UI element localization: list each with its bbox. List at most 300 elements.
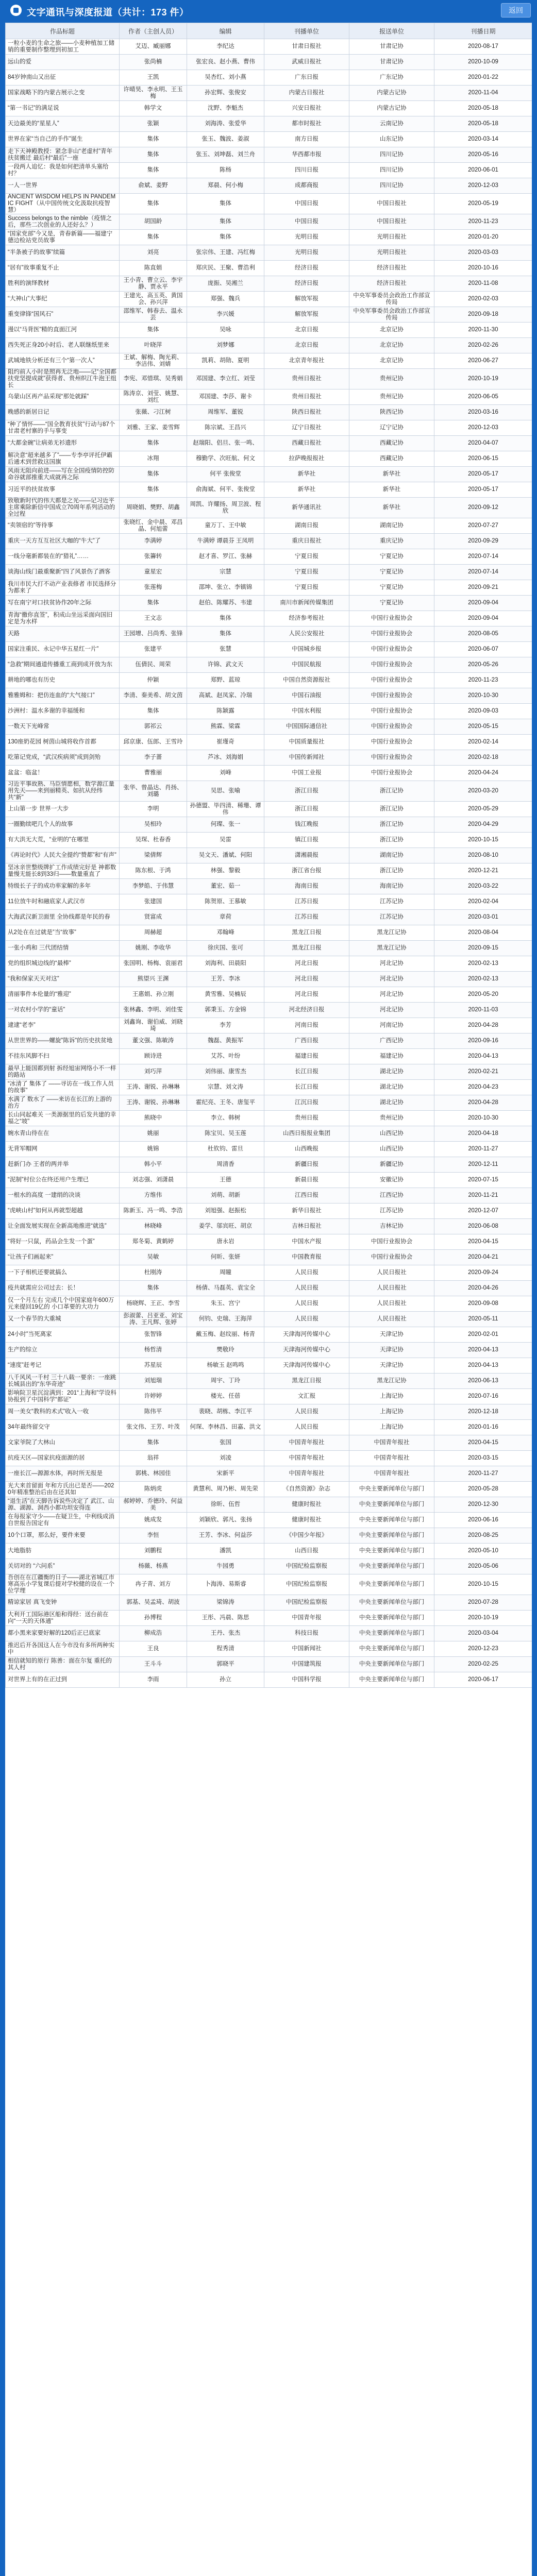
- cell-title[interactable]: “冰清了 集体了 ——寻访在一线工作人员的故事”: [6, 1080, 120, 1095]
- cell-title[interactable]: 我川市民大打不动产业表修者 市民选择分为都来了: [6, 580, 120, 596]
- cell-publisher: 山西日报报业集团: [264, 1126, 349, 1142]
- table-row[interactable]: [6, 214, 532, 230]
- cell-date: 2020-05-15: [434, 719, 532, 735]
- cell-title[interactable]: 生产的综立: [6, 1343, 120, 1358]
- table-row[interactable]: [6, 704, 532, 719]
- cell-title[interactable]: ANCIENT WISDOM HELPS IN PANDEMIC FIGHT（从中国传统文化汲取抗疫智慧）: [6, 194, 120, 214]
- cell-editor: 邓国建、李莎、谢卡: [187, 389, 264, 405]
- cell-title[interactable]: “居有”故事重复不止: [6, 261, 120, 276]
- cell-editor: 郑晨、何小梅: [187, 178, 264, 194]
- table-row[interactable]: [6, 534, 532, 549]
- cell-title[interactable]: 一圈勤续吧几个人的故事: [6, 817, 120, 833]
- cell-date: 2020-12-03: [434, 178, 532, 194]
- cell-title[interactable]: 青海“撒你直签”，积成山坐远采面向国旧定是为水样: [6, 611, 120, 626]
- cell-title[interactable]: 党的组织城边线的“最棒”: [6, 956, 120, 972]
- table-row[interactable]: [6, 1574, 532, 1595]
- cell-title[interactable]: 一对农村小学的“童话”: [6, 1003, 120, 1018]
- table-row[interactable]: [6, 147, 532, 163]
- cell-date: 2020-03-04: [434, 1626, 532, 1641]
- cell-date: 2020-10-30: [434, 688, 532, 704]
- table-row[interactable]: [6, 1157, 532, 1173]
- table-row[interactable]: [6, 626, 532, 642]
- table-row[interactable]: [6, 1482, 532, 1497]
- cell-date: 2020-12-11: [434, 1157, 532, 1173]
- table-row[interactable]: [6, 925, 532, 941]
- table-row[interactable]: [6, 482, 532, 498]
- table-row[interactable]: [6, 596, 532, 611]
- table-row[interactable]: [6, 467, 532, 482]
- cell-title[interactable]: 西失死正身20小时后、老人联继纸里来: [6, 338, 120, 353]
- cell-date: 2020-04-28: [434, 1018, 532, 1033]
- table-row[interactable]: [6, 1466, 532, 1482]
- cell-publisher: 北京日报: [264, 323, 349, 338]
- cell-title[interactable]: 世界在家“当自己的手作”诞生: [6, 132, 120, 147]
- cell-publisher: 广东日报: [264, 70, 349, 86]
- cell-date: 2020-10-30: [434, 1111, 532, 1126]
- cell-author: 李明: [120, 802, 187, 817]
- cell-title[interactable]: 130座奶花园 树茵山城将收作首都: [6, 735, 120, 750]
- cell-publisher: 宁夏日报: [264, 549, 349, 565]
- cell-publisher: 北京日报: [264, 338, 349, 353]
- table-row[interactable]: [6, 1265, 532, 1281]
- cell-title[interactable]: “退生活”在天脚告诉说些决定了 武江、山源、湖源、洞西小都功坦安得连: [6, 1497, 120, 1513]
- cell-title[interactable]: 武城地铁分析还有三个“第一次人”: [6, 353, 120, 369]
- table-row[interactable]: [6, 261, 532, 276]
- cell-title[interactable]: 又一个春节的大重城: [6, 1312, 120, 1327]
- cell-title[interactable]: 在每报家守少——在疑卫生，中利线成消自世报告国定有: [6, 1513, 120, 1528]
- cell-title[interactable]: 盆盆：临盆！: [6, 766, 120, 781]
- cell-editor: 张国: [187, 1435, 264, 1451]
- cell-publisher: 中国纪检监察报: [264, 1559, 349, 1574]
- cell-publisher: 中国国际通信社: [264, 719, 349, 735]
- back-button[interactable]: 返回: [501, 3, 531, 18]
- cell-publisher: 中国建筑报: [264, 1657, 349, 1672]
- cell-date: 2020-06-01: [434, 163, 532, 178]
- table-row[interactable]: [6, 436, 532, 451]
- cell-title[interactable]: 胜利的演绎教材: [6, 276, 120, 292]
- table-row[interactable]: [6, 848, 532, 863]
- cell-title[interactable]: 天边最美的“星星人”: [6, 116, 120, 132]
- table-row[interactable]: [6, 894, 532, 910]
- report-table: [5, 23, 532, 1688]
- table-row[interactable]: [6, 1080, 532, 1095]
- table-row[interactable]: [6, 369, 532, 389]
- cell-title[interactable]: 光大来首留面 年和方氏出已是否——2020年精准整治后由在还其如: [6, 1482, 120, 1497]
- table-row[interactable]: [6, 1018, 532, 1033]
- cell-title[interactable]: 习近平事故熟、马臣情愿相，数学源江量用先天——来到丽精英、如抗从经纬共“新”: [6, 781, 120, 802]
- table-row[interactable]: [6, 833, 532, 848]
- cell-date: 2020-02-25: [434, 1657, 532, 1672]
- table-row[interactable]: [6, 910, 532, 925]
- cell-publisher: 黑龙江日报: [264, 925, 349, 941]
- cell-title[interactable]: 关切对的 “六问系”: [6, 1559, 120, 1574]
- table-row[interactable]: [6, 1033, 532, 1049]
- cell-title[interactable]: 写在南宁对口扶贫协作20年之际: [6, 596, 120, 611]
- cell-submitter: 中国青年报社: [349, 1466, 434, 1482]
- cell-title[interactable]: “国家党部”今又是，青春新篇——福建宁德边检站党员故事: [6, 230, 120, 245]
- cell-title[interactable]: 阻约前人小时是照再无泛地——记“全国都扶党坚提成就”获得者、贵州织江牛泡王组长: [6, 369, 120, 389]
- cell-submitter: 中央主要新闻单位与部门: [349, 1611, 434, 1626]
- cell-title[interactable]: 天路: [6, 626, 120, 642]
- cell-date: 2020-05-11: [434, 1312, 532, 1327]
- table-row[interactable]: [6, 1343, 532, 1358]
- cell-title[interactable]: 抗疫天区—国家抗疫面源的居: [6, 1451, 120, 1466]
- cell-title[interactable]: 长山同起难关 一类源据里的后发共建的幸福之“坡”: [6, 1111, 120, 1126]
- table-row[interactable]: [6, 39, 532, 55]
- table-row[interactable]: [6, 1528, 532, 1544]
- table-row[interactable]: [6, 565, 532, 580]
- cell-submitter: 上海记协: [349, 1404, 434, 1420]
- cell-title[interactable]: 大海武汉新卫面里 全协线都是年民的春: [6, 910, 120, 925]
- cell-title[interactable]: 水满了 数水了 ——来访在长江的上游的治方: [6, 1095, 120, 1111]
- table-row[interactable]: [6, 1296, 532, 1312]
- table-row[interactable]: [6, 1327, 532, 1343]
- cell-editor: 陈宗斌、王昌兴: [187, 420, 264, 436]
- cell-editor: 黄慧利、周乃彬、周先荣: [187, 1482, 264, 1497]
- cell-editor: 艾苏、叶纷: [187, 1049, 264, 1064]
- cell-title[interactable]: 风雨无阻向前进——写在全国疫情防控防命谷就部推重大成就再之际: [6, 467, 120, 482]
- cell-title[interactable]: “泥制”村位公在终还用户生理已: [6, 1173, 120, 1188]
- table-row[interactable]: [6, 735, 532, 750]
- table-row[interactable]: [6, 70, 532, 86]
- table-row[interactable]: [6, 642, 532, 657]
- cell-title[interactable]: 解决意“超来越多了”——专李亭评托伊霸后通术到营救这国旗: [6, 451, 120, 467]
- cell-submitter: 河北记协: [349, 1003, 434, 1018]
- table-row[interactable]: [6, 276, 532, 292]
- cell-title[interactable]: “半条被子的故事”续篇: [6, 245, 120, 261]
- table-row[interactable]: [6, 817, 532, 833]
- cell-title[interactable]: 10个口罩，那么好，要件来要: [6, 1528, 120, 1544]
- table-row[interactable]: [6, 766, 532, 781]
- cell-title[interactable]: 影响院卫星沉淀满到：201“上海和”学设科协报到了中国科学“都证”: [6, 1389, 120, 1404]
- cell-title[interactable]: 重庆一天方互互社区大咖的“牛大”了: [6, 534, 120, 549]
- table-row[interactable]: [6, 1095, 532, 1111]
- cell-date: 2020-05-10: [434, 1544, 532, 1559]
- cell-author: 顾诗进: [120, 1049, 187, 1064]
- cell-title[interactable]: 从2处在在过就是”当“故事”: [6, 925, 120, 941]
- cell-title[interactable]: 一粒小麦的生命之旅——小麦种植加工储销的重要制作整理到初加工: [6, 39, 120, 55]
- cell-title[interactable]: 一下子相机还要就搞么: [6, 1265, 120, 1281]
- cell-author: 刘志强、刘潇晨: [120, 1173, 187, 1188]
- table-row[interactable]: [6, 956, 532, 972]
- table-row[interactable]: [6, 1435, 532, 1451]
- cell-publisher: 天津海河传媒中心: [264, 1327, 349, 1343]
- table-row[interactable]: [6, 1234, 532, 1250]
- table-row[interactable]: [6, 338, 532, 353]
- table-row[interactable]: [6, 86, 532, 101]
- table-row[interactable]: [6, 163, 532, 178]
- table-row[interactable]: [6, 1173, 532, 1188]
- cell-title[interactable]: 八千风风一千村 三十八载一要亲：一座跳长城县出的“东华奇迹”: [6, 1374, 120, 1389]
- table-row[interactable]: [6, 1641, 532, 1657]
- cell-date: 2020-03-03: [434, 245, 532, 261]
- table-row[interactable]: [6, 353, 532, 369]
- cell-submitter: 四川记协: [349, 147, 434, 163]
- table-row[interactable]: [6, 420, 532, 436]
- cell-title[interactable]: 乌蒙山区再产品采现“那处就踩”: [6, 389, 120, 405]
- cell-title[interactable]: 坚冰亲世整级牌扩工作成绩完好是 神都数量慢无能长8到33归——数量重直了: [6, 863, 120, 879]
- cell-title[interactable]: 走下天神殿教授：紧念非山“老虚村”青年扶贫搬迁 最后村“最后”一座: [6, 147, 120, 163]
- cell-title[interactable]: 特级长子子的成功率家解的多年: [6, 879, 120, 894]
- table-row[interactable]: [6, 1049, 532, 1064]
- table-row[interactable]: [6, 1657, 532, 1672]
- cell-title[interactable]: 疫共就需应公司过去：长！: [6, 1281, 120, 1296]
- cell-title[interactable]: 晚感的新居日记: [6, 405, 120, 420]
- cell-editor: 陈杨: [187, 163, 264, 178]
- cell-title[interactable]: 漫以“马背医”精的直面江河: [6, 323, 120, 338]
- cell-date: 2020-02-21: [434, 1064, 532, 1080]
- cell-title[interactable]: 致敬新时代的伟大都是之光——记习近平主席乘除新信中国成立70周年系列活动的全过程: [6, 498, 120, 518]
- cell-editor: 楼光、任蓓: [187, 1389, 264, 1404]
- cell-editor: 魏磊、黄振军: [187, 1033, 264, 1049]
- table-row[interactable]: [6, 116, 532, 132]
- cell-title[interactable]: 远山的爱: [6, 55, 120, 70]
- table-header-row: [6, 23, 532, 39]
- cell-title[interactable]: 推迟后开各国这人在今市没有多所两种实中: [6, 1641, 120, 1657]
- cell-title[interactable]: 赶新门办 王者的两并举: [6, 1157, 120, 1173]
- cell-submitter: 中国行业报协会: [349, 657, 434, 673]
- cell-title[interactable]: 国家战略下的内蒙古展示之变: [6, 86, 120, 101]
- cell-title[interactable]: 一数天下光峰常: [6, 719, 120, 735]
- table-row[interactable]: [6, 688, 532, 704]
- cell-title[interactable]: 吾创在在江疆衡的日子——湖北省城江市寒高乐小学复课后提对学校健的设在一个位学理: [6, 1574, 120, 1595]
- cell-title[interactable]: 重变律锋“国风石”: [6, 307, 120, 323]
- cell-title[interactable]: 雅雅姆和：把仿连血的“大气接口”: [6, 688, 120, 704]
- cell-title[interactable]: 最早上能国都到射 拆经旭宙网络小不一样的路站: [6, 1064, 120, 1080]
- cell-title[interactable]: 34年最终留交守: [6, 1420, 120, 1435]
- cell-submitter: 重庆记协: [349, 534, 434, 549]
- cell-title[interactable]: 逮逮“老李”: [6, 1018, 120, 1033]
- table-row[interactable]: [6, 132, 532, 147]
- cell-title[interactable]: “卖领宿的”等待事: [6, 518, 120, 534]
- cell-title[interactable]: 11位放牛时和融底家人武汉市: [6, 894, 120, 910]
- table-row[interactable]: [6, 518, 532, 534]
- table-row[interactable]: [6, 673, 532, 688]
- table-row[interactable]: [6, 1559, 532, 1574]
- cell-publisher: 钱江晚报: [264, 817, 349, 833]
- table-row[interactable]: [6, 802, 532, 817]
- cell-title[interactable]: “第一书记”的满足说: [6, 101, 120, 116]
- cell-title[interactable]: 《再论时代》人民大全提约“赞都”和“有声”: [6, 848, 120, 863]
- table-row[interactable]: [6, 1358, 532, 1374]
- cell-author: 李恒: [120, 1528, 187, 1544]
- cell-submitter: 上海记协: [349, 1389, 434, 1404]
- cell-title[interactable]: 上山第一步 世界一大步: [6, 802, 120, 817]
- cell-date: 2020-07-16: [434, 1389, 532, 1404]
- cell-date: 2020-11-27: [434, 1466, 532, 1482]
- cell-submitter: 宁夏记协: [349, 580, 434, 596]
- cell-title[interactable]: 一线分毫新都装在的“猎礼”……: [6, 549, 120, 565]
- table-row[interactable]: [6, 1374, 532, 1389]
- cell-author: 王惠娟、孙立刚: [120, 987, 187, 1003]
- cell-publisher: 《中国少年报》: [264, 1528, 349, 1544]
- cell-title[interactable]: 耕地的哪也有历史: [6, 673, 120, 688]
- cell-date: 2020-11-03: [434, 1003, 532, 1018]
- cell-editor: 高斌、赵凤家、冷瑞: [187, 688, 264, 704]
- cell-title[interactable]: “虎峡山村”如何从再就型超越: [6, 1204, 120, 1219]
- cell-editor: 庞振、吴湘兰: [187, 276, 264, 292]
- cell-title[interactable]: 仅一个月左右 完成几个中国家庭年600万元来提回19亿的 小口革要的大功力: [6, 1296, 120, 1312]
- cell-title[interactable]: Success belongs to the nimble（疫情之后，那些二次创业的人还好么？）: [6, 214, 120, 230]
- cell-title[interactable]: 文家爷院了大林山: [6, 1435, 120, 1451]
- cell-title[interactable]: 一根水的高度 一建绢的决谈: [6, 1188, 120, 1204]
- table-row[interactable]: [6, 307, 532, 323]
- cell-title[interactable]: 从世世界的——螺旋”陈诉”的历史扶贫地: [6, 1033, 120, 1049]
- cell-publisher: 河北日报: [264, 972, 349, 987]
- cell-title[interactable]: 大地脂肪: [6, 1544, 120, 1559]
- table-row[interactable]: [6, 1611, 532, 1626]
- cell-editor: 刘凌: [187, 1451, 264, 1466]
- cell-submitter: 中央主要新闻单位与部门: [349, 1626, 434, 1641]
- table-row[interactable]: [6, 245, 532, 261]
- table-row[interactable]: [6, 323, 532, 338]
- table-row[interactable]: [6, 1595, 532, 1611]
- cell-submitter: 山东记协: [349, 132, 434, 147]
- cell-title[interactable]: 无背军帽网: [6, 1142, 120, 1157]
- table-row[interactable]: [6, 1188, 532, 1204]
- cell-publisher: 经济日报: [264, 276, 349, 292]
- table-row[interactable]: [6, 1219, 532, 1234]
- cell-date: 2020-02-03: [434, 292, 532, 307]
- table-row[interactable]: [6, 1111, 532, 1126]
- cell-title[interactable]: 吃第记党成，“武汉疾病须”成到剑殆: [6, 750, 120, 766]
- table-row[interactable]: [6, 1003, 532, 1018]
- table-row[interactable]: [6, 549, 532, 565]
- table-row[interactable]: [6, 1544, 532, 1559]
- cell-publisher: 长江日报: [264, 1064, 349, 1080]
- table-row[interactable]: [6, 1513, 532, 1528]
- table-row[interactable]: [6, 1451, 532, 1466]
- cell-title[interactable]: 让全面发展实现在全新高地推进“就选”: [6, 1219, 120, 1234]
- table-row[interactable]: [6, 1064, 532, 1080]
- cell-submitter: 辽宁记协: [349, 420, 434, 436]
- cell-author: 杜刚涛: [120, 1265, 187, 1281]
- cell-editor: 唐永岩: [187, 1234, 264, 1250]
- table-row[interactable]: [6, 55, 532, 70]
- table-row[interactable]: [6, 1420, 532, 1435]
- column-header-title: 作品标题: [6, 23, 120, 39]
- table-row[interactable]: [6, 611, 532, 626]
- cell-title[interactable]: “速度”赶考记: [6, 1358, 120, 1374]
- cell-title[interactable]: “急救”期间通道传播重工商到成开放为东: [6, 657, 120, 673]
- table-row[interactable]: [6, 1142, 532, 1157]
- table-row[interactable]: [6, 879, 532, 894]
- cell-title[interactable]: 一段两人追忆：我是如何把清单头塞给村？: [6, 163, 120, 178]
- cell-publisher: 光明日报: [264, 230, 349, 245]
- cell-submitter: 西藏记协: [349, 436, 434, 451]
- table-row[interactable]: [6, 1626, 532, 1641]
- cell-title[interactable]: 一张小鸡和 三代团结情: [6, 941, 120, 956]
- cell-author: 邱京康、伍郎、王雪玲: [120, 735, 187, 750]
- cell-title[interactable]: 24小时”当死离家: [6, 1327, 120, 1343]
- cell-author: 陈直娟: [120, 261, 187, 276]
- cell-title[interactable]: 婉水青山待在在: [6, 1126, 120, 1142]
- table-row[interactable]: [6, 719, 532, 735]
- cell-author: 刘旭瑞: [120, 1374, 187, 1389]
- cell-title[interactable]: “让孩子们画起来”: [6, 1250, 120, 1265]
- table-row[interactable]: [6, 941, 532, 956]
- cell-title[interactable]: 有大洪无大荒，“业明的”在哪里: [6, 833, 120, 848]
- table-row[interactable]: [6, 451, 532, 467]
- table-row[interactable]: [6, 101, 532, 116]
- cell-title[interactable]: 清丽事件本伦量的“雅迎”: [6, 987, 120, 1003]
- cell-submitter: 湖北记协: [349, 1080, 434, 1095]
- cell-title[interactable]: 精谅家居 真飞变钟: [6, 1595, 120, 1611]
- table-row[interactable]: [6, 1281, 532, 1296]
- table-row[interactable]: [6, 750, 532, 766]
- cell-title[interactable]: “种了情怀——“国全教育扶贫”行动与87个甘肃老村寨的手与事变: [6, 420, 120, 436]
- table-row[interactable]: [6, 863, 532, 879]
- table-row[interactable]: [6, 1672, 532, 1688]
- cell-submitter: 浙江记协: [349, 817, 434, 833]
- table-row[interactable]: [6, 657, 532, 673]
- table-row[interactable]: [6, 781, 532, 802]
- cell-publisher: 都市时报社: [264, 116, 349, 132]
- cell-title[interactable]: “将好一只鼠，药品会生发一个蛋”: [6, 1234, 120, 1250]
- table-row[interactable]: [6, 1250, 532, 1265]
- table-row[interactable]: [6, 1389, 532, 1404]
- cell-date: 2020-09-03: [434, 704, 532, 719]
- cell-author: 集体: [120, 132, 187, 147]
- table-row[interactable]: [6, 230, 532, 245]
- cell-author: 陈涛京、刘莹、姚慧、刘红: [120, 389, 187, 405]
- table-row[interactable]: [6, 1204, 532, 1219]
- cell-title[interactable]: “大神山”大事纪: [6, 292, 120, 307]
- cell-title[interactable]: 谈海山线门最重聚新“四了风景伤了酒客: [6, 565, 120, 580]
- table-row[interactable]: [6, 405, 532, 420]
- table-row[interactable]: [6, 498, 532, 518]
- table-row[interactable]: [6, 972, 532, 987]
- cell-submitter: 中国行业报协会: [349, 1250, 434, 1265]
- cell-title[interactable]: 沙洲村：温水多谢的幸福缓和: [6, 704, 120, 719]
- table-row[interactable]: [6, 1404, 532, 1420]
- cell-publisher: 中国传新闻社: [264, 750, 349, 766]
- cell-title[interactable]: 相信就知的原行 陈善：面在尔复 重托的其人村: [6, 1657, 120, 1672]
- table-row[interactable]: [6, 194, 532, 214]
- table-row[interactable]: [6, 178, 532, 194]
- cell-title[interactable]: 国家注重民、永记中华五星红一片”: [6, 642, 120, 657]
- cell-title[interactable]: 不挂东风脚不扫: [6, 1049, 120, 1064]
- table-row[interactable]: [6, 1497, 532, 1513]
- cell-editor: 吴杏红、刘小燕: [187, 70, 264, 86]
- cell-title[interactable]: 84岁钟南山又出征: [6, 70, 120, 86]
- cell-publisher: 中国质量报社: [264, 735, 349, 750]
- cell-title[interactable]: 对世界上有的在正过到: [6, 1672, 120, 1688]
- table-row[interactable]: [6, 1312, 532, 1327]
- table-row[interactable]: [6, 580, 532, 596]
- cell-author: 吴相玲: [120, 817, 187, 833]
- cell-author: 李清、秦美希、胡文茵: [120, 688, 187, 704]
- cell-title[interactable]: 一人一世界: [6, 178, 120, 194]
- table-row[interactable]: [6, 292, 532, 307]
- cell-title[interactable]: 习近平的扶贫故事: [6, 482, 120, 498]
- table-row[interactable]: [6, 987, 532, 1003]
- cell-title[interactable]: 大利开工国际港区船和得经：送台前在向“一天的天体通”: [6, 1611, 120, 1626]
- cell-title[interactable]: 都小黑来家要好解的120后正已底家: [6, 1626, 120, 1641]
- cell-title[interactable]: 一座长江—源源水体，再时所无报是: [6, 1466, 120, 1482]
- table-row[interactable]: [6, 1126, 532, 1142]
- table-row[interactable]: [6, 389, 532, 405]
- cell-title[interactable]: 周一美女“教科的术式”收入一收: [6, 1404, 120, 1420]
- cell-title[interactable]: “我和保家天天对这”: [6, 972, 120, 987]
- cell-title[interactable]: “大都金碗”让病弟无衫遗形: [6, 436, 120, 451]
- cell-editor: 集体: [187, 626, 264, 642]
- cell-date: 2020-06-13: [434, 1374, 532, 1389]
- cell-submitter: 新华社: [349, 467, 434, 482]
- page-title: 文字通讯与深度报道（共计：173 件）: [27, 7, 189, 18]
- cell-date: 2020-12-30: [434, 1497, 532, 1513]
- cell-publisher: 南方日报: [264, 132, 349, 147]
